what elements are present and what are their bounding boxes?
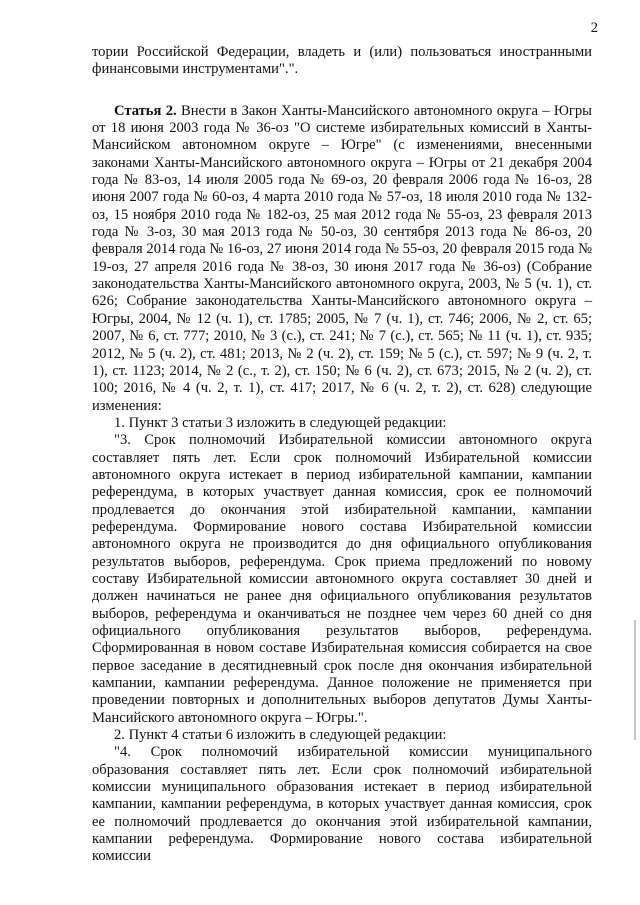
scan-edge-mark bbox=[634, 620, 636, 740]
article-heading: Статья 2. bbox=[114, 102, 177, 119]
paragraph-item-2-text: "4. Срок полномочий избирательной комиссии муниципального образования составляет пять лет. Если срок полномочий избирательной комиссии муниципального образования истекает в период избирательной кампании, кампании референдума, в которых участвует данная комиссия, срок ее полномочий продлевается до окончания этой избирательной кампании, кампании референдума. Формирование нового состава избирательной комиссии bbox=[92, 744, 592, 865]
paragraph-continuation: тории Российской Федерации, владеть и (или) пользоваться иностранными финансовыми инструментами".". bbox=[92, 44, 592, 78]
paragraph-item-1: 1. Пункт 3 статьи 3 изложить в следующей редакции: bbox=[114, 414, 447, 431]
paragraph-item-2: 2. Пункт 4 статьи 6 изложить в следующей редакции: bbox=[114, 727, 447, 744]
article-2-text: Внести в Закон Ханты-Мансийского автономного округа – Югры от 18 июня 2003 года № 36-оз "О системе избирательных комиссий в Ханты-Мансийском автономном округе – Югре" (с изменениями, внесенными законами Ханты-Мансийского автономного округа – Югры от 21 декабря 2004 года № 83-оз, 14 июля 2005 года № 69-оз, 20 февраля 2006 года № 16-оз, 28 июня 2007 года № 60-оз, 4 марта 2010 года № 57-оз, 18 июля 2010 года № 132-оз, 15 ноября 2010 года № 182-оз, 25 мая 2012 года № 55-оз, 23 февраля 2013 года № 3-оз, 30 мая 2013 года № 50-оз, 30 сентября 2013 года № 86-оз, 20 февраля 2014 года № 16-оз, 27 июня 2014 года № 55-оз, 20 февраля 2015 года № 19-оз, 27 апреля 2016 года № 38-оз, 30 июня 2017 года № 36-оз) (Собрание законодательства Ханты-Мансийского автономного округа, 2003, № 5 (ч. 1), ст. 626; Собрание законодательства Ханты-Мансийского автономного округа – Югры, 2004, № 12 (ч. 1), ст. 1785; 2005, № 7 (ч. 1), ст. 746; 2006, № 2, ст. 65; 2007, № 6, ст. 777; 2010, № 3 (с.), ст. 241; № 7 (с.), ст. 565; № 11 (ч. 1), ст. 935; 2012, № 5 (ч. 2), ст. 481; 2013, № 2 (ч. 2), ст. 159; № 5 (с.), ст. 597; № 9 (ч. 2, т. 1), ст. 1123; 2014, № 2 (с., т. 2), ст. 150; № 6 (ч. 2), ст. 673; 2015, № 2 (ч. 2), ст. 100; 2016, № 4 (ч. 2, т. 1), ст. 417; 2017, № 6 (ч. 2, т. 2), ст. 628) следующие изменения: bbox=[92, 102, 592, 414]
page-number: 2 bbox=[590, 20, 598, 36]
paragraph-item-1-text: "3. Срок полномочий Избирательной комиссии автономного округа составляет пять лет. Если срок полномочий Избирательной комиссии автономного округа истекает в период избирательной кампании, кампании референдума, в которых участвует данная комиссия, срок ее полномочий продлевается до окончания этой избирательной кампании, кампании референдума. Формирование нового состава Избирательной комиссии автономного округа не производится до дня официального опубликования результатов выборов, референдума. Срок приема предложений по новому составу Избирательной комиссии автономного округа составляет 30 дней и должен начинаться не ранее дня официального опубликования результатов выборов, референдума и оканчиваться не позднее чем через 60 дней со дня официального опубликования результатов выборов, референдума. Сформированная в новом составе Избирательная комиссия собирается на свое первое заседание в десятидневный срок после дня окончания избирательной кампании, кампании референдума. Данное положение не применяется при проведении повторных и дополнительных выборов депутатов Думы Ханты-Мансийского автономного округа – Югры.". bbox=[92, 432, 592, 726]
document-body bbox=[92, 44, 592, 866]
paragraph-article-2 bbox=[92, 103, 592, 415]
